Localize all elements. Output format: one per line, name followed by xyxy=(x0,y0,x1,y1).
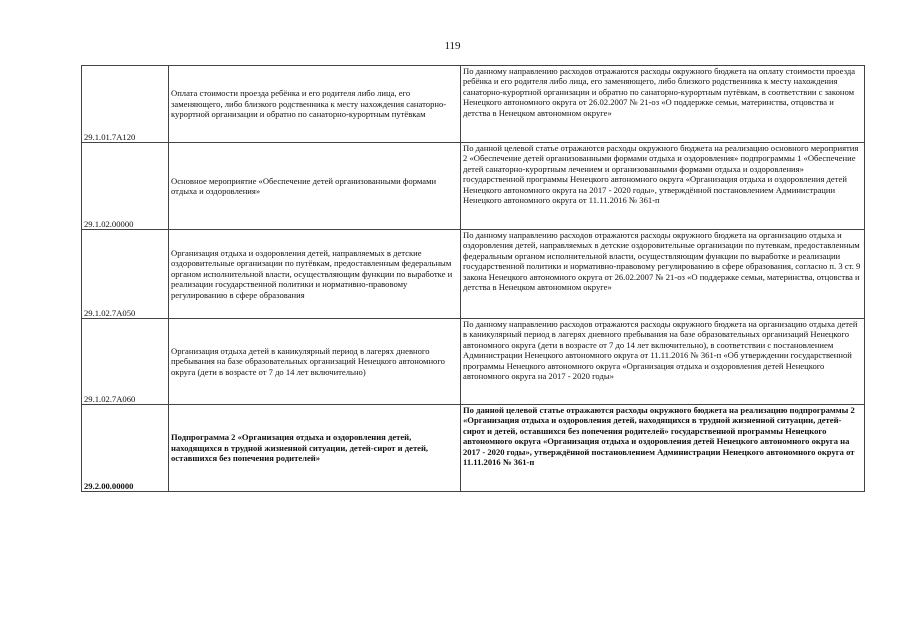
row-name: Организация отдыха детей в каникулярный период в лагерях дневного пребывания на базе образовательных организаций Ненецкого автономного округа (дети в возрасте от 7 до 14 лет включительно) xyxy=(169,319,461,405)
row-code: 29.1.02.7А050 xyxy=(82,230,169,319)
row-description: По данному направлению расходов отражаются расходы окружного бюджета на оплату стоимости проезда ребёнка и его родителя либо лица, его заменяющего, либо близкого родственника к месту нахождения санаторно-курортной организации и обратно по санаторно-курортным путёвкам, в соответствии с законом Ненецкого автономного округа от 26.02.2007 № 21-оз «О поддержке семьи, материнства, отцовства и детства в Ненецком автономном округе» xyxy=(461,66,865,143)
table-row xyxy=(82,143,865,230)
row-description: По данному направлению расходов отражаются расходы окружного бюджета на организацию отдыха и оздоровления детей, направляемых в детские оздоровительные организации по путевкам, предоставленным федеральным органом исполнительной власти, осуществляющим функции по выработке и реализации государственной политики и нормативно-правовому регулированию в сфере образования, согласно п. 3 ст. 9 закона Ненецкого автономного округа от 26.02.2007 № 21-оз «О поддержке семьи, материнства, отцовства и детства в Ненецком автономном округе» xyxy=(461,230,865,319)
budget-classification-table xyxy=(81,65,865,492)
table-row xyxy=(82,319,865,405)
row-description: По данной целевой статье отражаются расходы окружного бюджета на реализацию подпрограммы 2 «Организация отдыха и оздоровления детей, находящихся в трудной жизненной ситуации, детей-сирот и детей, оставшихся без попечения родителей» государственной программы Ненецкого автономного округа «Организация отдыха и оздоровления детей Ненецкого автономного округа на 2017 - 2020 годы», утверждённой постановлением Администрации Ненецкого автономного округа от 11.11.2016 № 361-п xyxy=(461,405,865,492)
row-name: Основное мероприятие «Обеспечение детей организованными формами отдыха и оздоровления» xyxy=(169,143,461,230)
row-name: Подпрограмма 2 «Организация отдыха и оздоровления детей, находящихся в трудной жизненной ситуации, детей-сирот и детей, оставшихся без попечения родителей» xyxy=(169,405,461,492)
row-description: По данному направлению расходов отражаются расходы окружного бюджета на организацию отдыха детей в каникулярный период в лагерях дневного пребывания на базе образовательных организаций Ненецкого автономного округа (дети в возрасте от 7 до 14 лет включительно), в соответствии с постановлением Администрации Ненецкого автономного округа от 11.11.2016 № 361-п «Об утверждении государственной программы Ненецкого автономного округа «Организация отдыха и оздоровления детей Ненецкого автономного округа на 2017 - 2020 годы» xyxy=(461,319,865,405)
table-row xyxy=(82,66,865,143)
table-row xyxy=(82,230,865,319)
row-code: 29.1.01.7А120 xyxy=(82,66,169,143)
row-code: 29.1.02.00000 xyxy=(82,143,169,230)
row-code: 29.2.00.00000 xyxy=(82,405,169,492)
row-code: 29.1.02.7А060 xyxy=(82,319,169,405)
page-number: 119 xyxy=(444,40,461,52)
table-row xyxy=(82,405,865,492)
row-description: По данной целевой статье отражаются расходы окружного бюджета на реализацию основного мероприятия 2 «Обеспечение детей организованными формами отдыха и оздоровления» подпрограммы 1 «Обеспечение детей санаторно-курортным лечением и организованными формами отдыха и оздоровления» государственной программы Ненецкого автономного округа «Организация отдыха и оздоровления детей Ненецкого автономного округа на 2017 - 2020 годы», утверждённой постановлением Администрации Ненецкого автономного округа от 11.11.2016 № 361-п xyxy=(461,143,865,230)
row-name: Оплата стоимости проезда ребёнка и его родителя либо лица, его заменяющего, либо близкого родственника к месту нахождения санаторно-курортной организации и обратно по санаторно-курортным путёвкам xyxy=(169,66,461,143)
row-name: Организация отдыха и оздоровления детей, направляемых в детские оздоровительные организации по путёвкам, предоставленным федеральным органом исполнительной власти, осуществляющим функции по выработке и реализации государственной политики и нормативно-правовому регулированию в сфере образования xyxy=(169,230,461,319)
